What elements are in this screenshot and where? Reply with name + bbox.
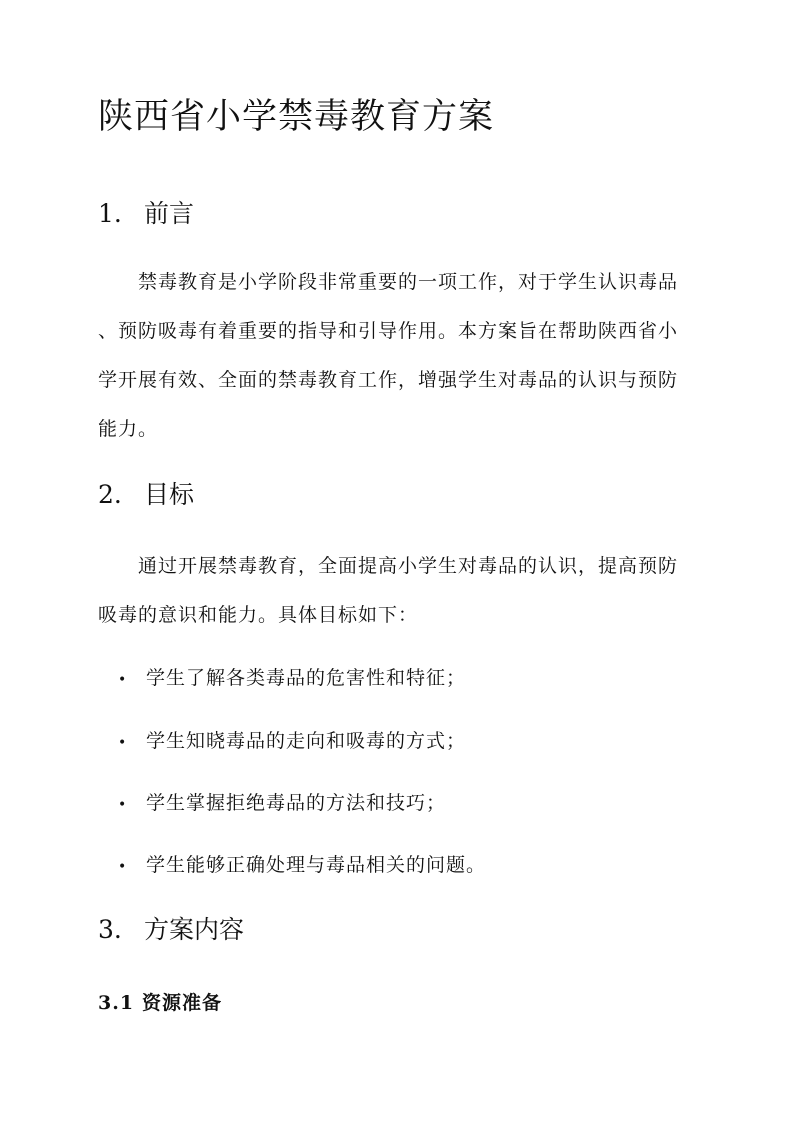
bullet-icon: • [118,672,128,688]
section-number: 3. [98,915,122,944]
bullet-icon: • [118,797,128,813]
paragraph-line: 通过开展禁毒教育，全面提高小学生对毒品的认识，提高预防 [138,555,679,577]
bullet-icon: • [118,859,128,875]
list-item-text: 学生了解各类毒品的危害性和特征； [146,667,467,689]
paragraph-line: 能力。 [98,418,159,440]
paragraph-line: 禁毒教育是小学阶段非常重要的一项工作，对于学生认识毒品 [138,271,679,293]
list-item-text: 学生掌握拒绝毒品的方法和技巧； [146,792,447,814]
section-number: 2. [98,480,122,509]
list-item [118,789,446,819]
section-number: 1. [98,199,122,228]
list-item [118,727,466,757]
paragraph-line: 吸毒的意识和能力。具体目标如下： [98,604,419,626]
list-item-text: 学生知晓毒品的走向和吸毒的方式； [146,730,467,752]
paragraph-line: 学开展有效、全面的禁毒教育工作，增强学生对毒品的认识与预防 [98,369,679,391]
paragraph-line: 、预防吸毒有着重要的指导和引导作用。本方案旨在帮助陕西省小 [98,320,679,342]
document-title: 陕西省小学禁毒教育方案 [98,97,495,137]
preface-paragraph [98,258,698,454]
list-item-text: 学生能够正确处理与毒品相关的问题。 [146,854,487,876]
section-heading-preface [98,196,194,232]
goals-paragraph [98,542,698,640]
subsection-number: 3.1 [98,992,135,1014]
section-heading-content [98,912,244,948]
subsection-heading-resources [98,989,222,1017]
section-heading-goals [98,477,194,513]
section-title: 前言 [144,199,195,228]
section-title: 目标 [144,480,195,509]
section-title: 方案内容 [144,915,245,944]
subsection-title: 资源准备 [142,992,223,1014]
bullet-icon: • [118,735,128,751]
list-item [118,851,486,881]
list-item [118,664,466,694]
